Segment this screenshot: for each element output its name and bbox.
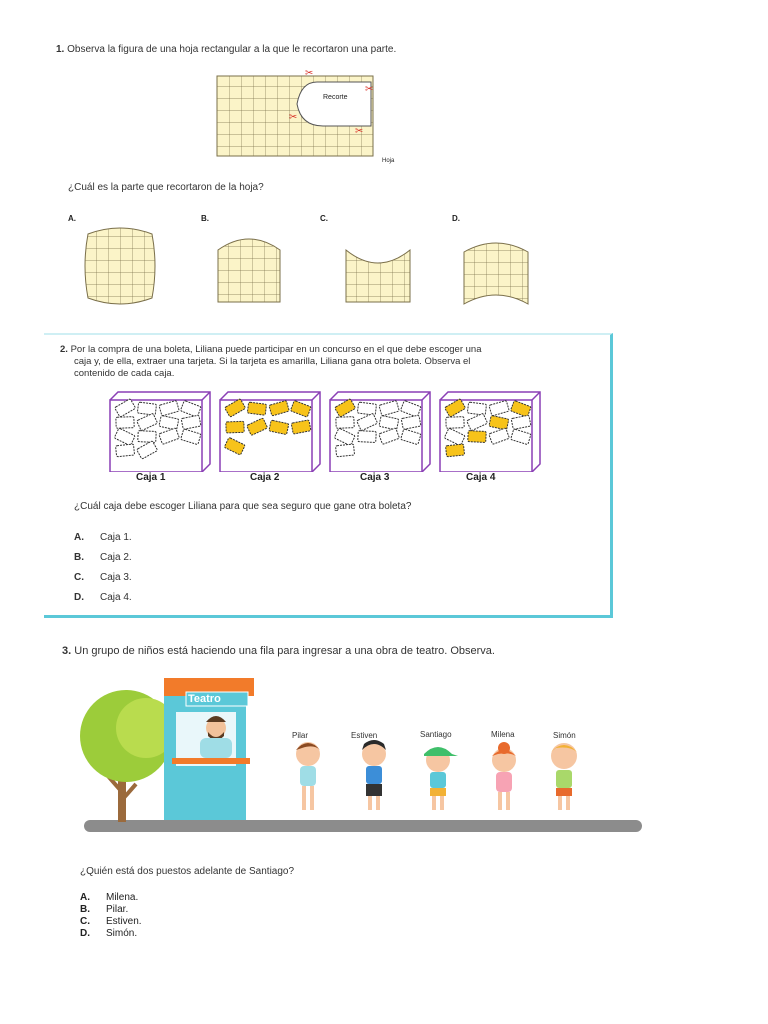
- name-simon: Simón: [553, 731, 576, 740]
- caja-2-label: Caja 2: [250, 472, 280, 483]
- road: [84, 820, 642, 832]
- kid-santiago: [424, 747, 458, 810]
- q3-option-a-text: Milena.: [106, 892, 139, 903]
- q3-option-b-text: Pilar.: [106, 904, 129, 915]
- q2-option-d[interactable]: [74, 592, 132, 604]
- q2-option-a-text: Caja 1.: [100, 532, 132, 543]
- q1-option-c-letter[interactable]: C.: [320, 214, 328, 223]
- white-card: [116, 417, 134, 429]
- q2-option-c-text: Caja 3.: [100, 572, 132, 583]
- q1-option-d-shape[interactable]: [462, 238, 534, 310]
- caja-1-label: Caja 1: [136, 472, 166, 483]
- white-card: [336, 417, 354, 429]
- kid-milena: [492, 742, 516, 810]
- white-card: [357, 402, 376, 415]
- scissors-icon: ✂: [289, 112, 298, 123]
- name-santiago: Santiago: [420, 730, 452, 739]
- q3-option-b[interactable]: [80, 904, 128, 916]
- scissors-icon: ✂: [365, 84, 374, 95]
- q3-scene: [80, 672, 646, 836]
- q2-text-line3: contenido de cada caja.: [74, 368, 175, 379]
- q2-statement: [60, 344, 600, 380]
- q3-option-d[interactable]: [80, 928, 137, 940]
- q3-option-c-letter: C.: [80, 916, 90, 927]
- q1-statement: [56, 44, 396, 56]
- q3-option-c-text: Estiven.: [106, 916, 142, 927]
- q3-question: ¿Quién está dos puestos adelante de Santiago?: [80, 866, 295, 877]
- white-card: [116, 444, 135, 457]
- q2-question: ¿Cuál caja debe escoger Liliana para que sea seguro que gane otra boleta?: [74, 501, 412, 512]
- kid-pilar: [296, 742, 320, 810]
- scissors-icon: ✂: [355, 126, 364, 137]
- q3-text: Un grupo de niños está haciendo una fila para ingresar a una obra de teatro. Observa.: [74, 645, 495, 657]
- q2-option-b-text: Caja 2.: [100, 552, 132, 563]
- name-estiven: Estiven: [351, 731, 378, 740]
- white-card: [358, 431, 377, 443]
- yellow-card: [226, 421, 244, 433]
- kid-simon: [551, 743, 577, 810]
- kid-estiven: [362, 740, 386, 810]
- q1-number: 1.: [56, 44, 65, 55]
- scissors-icon: ✂: [305, 68, 314, 79]
- q2-option-c-letter: C.: [74, 572, 84, 583]
- caja-3-label: Caja 3: [360, 472, 390, 483]
- caja-4-label: Caja 4: [466, 472, 496, 483]
- hoja-label: Hoja: [382, 158, 395, 164]
- white-card: [336, 444, 355, 457]
- q2-option-b-letter: B.: [74, 552, 84, 563]
- recorte-label: Recorte: [323, 94, 348, 101]
- q1-option-c-shape[interactable]: [344, 248, 414, 306]
- q2-option-b[interactable]: [74, 552, 132, 564]
- q1-text: Observa la figura de una hoja rectangular a la que le recortaron una parte.: [67, 44, 397, 55]
- yellow-card: [446, 444, 465, 457]
- name-milena: Milena: [491, 730, 515, 739]
- q1-option-a-shape[interactable]: [84, 224, 160, 308]
- q1-option-b-shape[interactable]: [216, 234, 286, 306]
- q2-option-d-text: Caja 4.: [100, 592, 132, 603]
- white-card: [467, 402, 486, 415]
- q2-option-a[interactable]: [74, 532, 132, 544]
- name-pilar: Pilar: [292, 731, 309, 740]
- q3-option-d-letter: D.: [80, 928, 90, 939]
- q2-option-a-letter: A.: [74, 532, 84, 543]
- q2-text-line2: caja y, de ella, extraer una tarjeta. Si la tarjeta es amarilla, Liliana gana otra boleta. Observa el: [74, 356, 471, 367]
- q2-boxes-figure: [104, 388, 554, 472]
- q2-option-c[interactable]: [74, 572, 132, 584]
- q3-number: 3.: [62, 645, 72, 657]
- q3-option-d-text: Simón.: [106, 928, 138, 939]
- q2-number: 2.: [60, 344, 68, 355]
- q1-sheet-figure: [205, 62, 415, 172]
- q3-statement: [62, 645, 495, 657]
- q2-option-d-letter: D.: [74, 592, 84, 603]
- tree-illustration: [80, 690, 176, 822]
- q1-option-b-letter[interactable]: B.: [201, 214, 209, 223]
- q3-option-b-letter: B.: [80, 904, 90, 915]
- yellow-card: [247, 402, 266, 415]
- yellow-card: [468, 431, 487, 443]
- white-card: [138, 431, 157, 443]
- white-card: [137, 402, 156, 415]
- q2-text-line1: Por la compra de una boleta, Liliana puede participar en un concurso en el que debe escoger una: [70, 344, 482, 355]
- q3-option-a-letter: A.: [80, 892, 90, 903]
- q1-question: ¿Cuál es la parte que recortaron de la hoja?: [68, 182, 264, 193]
- q3-option-a[interactable]: [80, 892, 138, 904]
- recorte-piece: [297, 82, 374, 126]
- white-card: [446, 417, 464, 429]
- q1-option-a-letter[interactable]: A.: [68, 214, 76, 223]
- booth-sign: Teatro: [188, 693, 221, 705]
- q3-option-c[interactable]: [80, 916, 142, 928]
- q1-option-d-letter[interactable]: D.: [452, 214, 460, 223]
